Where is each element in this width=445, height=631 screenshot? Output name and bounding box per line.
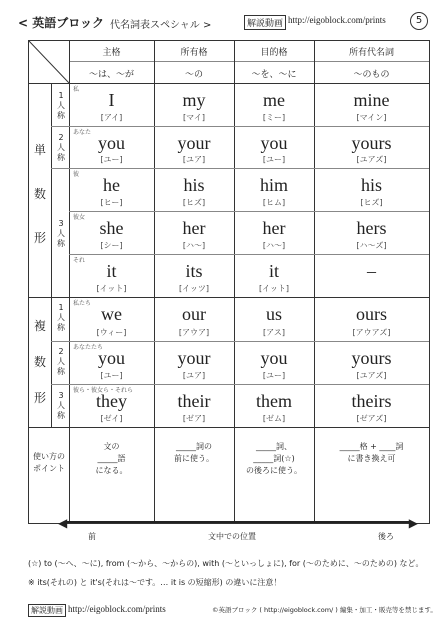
row-meaning: あなた: [73, 129, 92, 136]
position-arrow: [58, 517, 418, 547]
pronoun-word: your: [177, 133, 211, 153]
row-meaning: 私: [73, 86, 80, 93]
row-divider: [51, 168, 429, 169]
page-header: [18, 12, 428, 32]
pronoun-reading: [ユー]: [262, 371, 286, 380]
column-header: 所有格: [180, 48, 208, 58]
pronoun-reading: [ユアズ]: [356, 155, 387, 164]
footer-video-tag[interactable]: 解説動画: [28, 604, 66, 617]
usage-cell: 文の _____語 になる。: [95, 442, 128, 475]
person-3-plural-label: 3: [58, 391, 64, 400]
singular-label: 数: [33, 187, 46, 201]
pronoun-reading: [アス]: [263, 328, 285, 337]
plural-label: 数: [33, 355, 46, 369]
video-tag[interactable]: 解説動画: [244, 15, 286, 30]
person-1-plural-label: 人: [57, 313, 65, 322]
footer-url[interactable]: http://eigoblock.com/prints: [68, 604, 166, 614]
pronoun-word: his: [360, 175, 382, 195]
header-divider: [69, 61, 429, 62]
brand-title: < 英語ブロック: [18, 16, 104, 30]
footnote-2: ※ its(それの) と it's(それは〜です。… it is の短縮形) の違いに注意！: [28, 578, 282, 587]
arrow-right-icon: ▶: [408, 516, 418, 530]
sheet-title: 代名詞表スペシャル >: [110, 20, 212, 31]
usage-top-line: [29, 427, 429, 428]
row-meaning: それ: [73, 257, 86, 264]
pronoun-reading: [ユー]: [100, 371, 123, 380]
pronoun-word: hers: [356, 218, 387, 238]
pronoun-reading: [ユアズ]: [356, 371, 387, 380]
pronoun-reading: [ハ〜]: [182, 241, 206, 250]
person-divider: [51, 83, 52, 427]
person-1-plural-label: 1: [58, 303, 64, 312]
row-divider: [51, 341, 429, 342]
pronoun-word: their: [177, 391, 211, 411]
pronoun-reading: [ヒズ]: [360, 198, 383, 207]
pronoun-word: its: [185, 261, 203, 281]
footer-copyright: ©英語ブロック ( http://eigoblock.com/ ) 編集・加工・販売等を禁じます。: [212, 606, 437, 614]
person-3-plural-label: 称: [57, 411, 65, 420]
person-1-label: 1: [58, 91, 64, 100]
pronoun-word: we: [101, 304, 122, 324]
pronoun-word: you: [98, 133, 125, 153]
pronoun-word: our: [182, 304, 206, 324]
pronoun-reading: [シー]: [100, 241, 123, 250]
person-2-plural-label: 称: [57, 367, 65, 376]
pronoun-reading: [ヒズ]: [182, 198, 206, 207]
column-subheader: 〜を、〜に: [251, 70, 297, 80]
pronoun-word: his: [183, 175, 205, 195]
person-1-plural-label: 称: [57, 323, 65, 332]
pronoun-word: me: [263, 90, 285, 110]
pronoun-word: you: [260, 348, 288, 368]
singular-label: 形: [33, 231, 46, 245]
pronoun-word: it: [268, 261, 279, 281]
plural-label: 形: [33, 391, 46, 405]
person-3-label: 称: [57, 239, 65, 248]
row-divider: [69, 254, 429, 255]
arrow-line: [66, 521, 410, 523]
pronoun-reading: [イット]: [96, 284, 127, 293]
usage-cell: _____詞の 前に使う。: [174, 442, 214, 463]
pronoun-word: yours: [351, 348, 392, 368]
pronoun-reading: [ゼム]: [262, 414, 286, 423]
singular-label: 単: [33, 143, 46, 157]
pronoun-reading: [ヒム]: [262, 198, 286, 207]
person-2-label: 2: [58, 133, 64, 142]
person-1-label: 称: [57, 111, 65, 120]
pronoun-word: us: [265, 304, 282, 324]
pronoun-word: your: [177, 348, 211, 368]
pronoun-reading: [ゼア]: [182, 414, 206, 423]
pronoun-word: her: [262, 218, 286, 238]
header-bottom-line: [29, 83, 429, 84]
pronoun-word: you: [260, 133, 288, 153]
pronoun-reading: [マイ]: [182, 113, 206, 122]
row-meaning: 彼ら・彼女ら・それら: [73, 387, 134, 394]
usage-label: 使い方の ポイント: [33, 452, 65, 473]
arrow-right-label: 後ろ: [378, 532, 394, 541]
pronoun-reading: [アウアズ]: [352, 328, 391, 337]
pronoun-word: them: [256, 391, 292, 411]
person-3-label: 人: [57, 229, 65, 238]
row-divider: [51, 126, 429, 127]
pronoun-table: [28, 40, 430, 524]
footnote-1: (☆) to (〜へ、〜に), from (〜から、〜からの), with (〜といっしょに), for (〜のために、〜のための) など。: [28, 559, 424, 568]
row-meaning: 彼: [73, 171, 80, 178]
row-meaning: 私たち: [73, 300, 92, 307]
pronoun-reading: [ヒー]: [100, 198, 123, 207]
pronoun-reading: [マイン]: [356, 113, 387, 122]
pronoun-reading: [ゼイ]: [100, 414, 123, 423]
person-1-label: 人: [57, 101, 65, 110]
arrow-left-label: 前: [88, 532, 96, 541]
person-3-label: 3: [58, 219, 64, 228]
pronoun-reading: [ウィー]: [96, 328, 127, 337]
arrow-left-icon: ◀: [58, 516, 68, 530]
row-divider: [69, 211, 429, 212]
corner-diagonal: [29, 41, 69, 83]
pronoun-word: you: [98, 348, 125, 368]
header-url[interactable]: http://eigoblock.com/prints: [288, 15, 386, 25]
plural-label: 複: [33, 319, 46, 333]
pronoun-word: it: [106, 261, 117, 281]
column-header: 主格: [102, 48, 121, 58]
pronoun-word: they: [96, 391, 127, 411]
pronoun-reading: [ユー]: [262, 155, 286, 164]
pronoun-word: him: [259, 175, 288, 195]
pronoun-reading: [アイ]: [100, 113, 123, 122]
pronoun-reading: [アウア]: [178, 328, 210, 337]
pronoun-word: yours: [351, 133, 392, 153]
pronoun-word: my: [182, 90, 206, 110]
usage-cell: _____格 + ____詞 に書き換え可: [339, 442, 404, 463]
column-subheader: 〜の: [184, 70, 203, 80]
pronoun-word: I: [108, 90, 115, 110]
arrow-center-label: 文中での位置: [208, 532, 256, 541]
usage-cell: _____詞、 _____詞(☆) の後ろに使う。: [246, 442, 302, 475]
pronoun-reading: [ユア]: [182, 155, 206, 164]
pronoun-reading: [ハ〜ズ]: [356, 241, 387, 250]
column-header: 目的格: [260, 48, 288, 58]
person-2-label: 人: [57, 143, 65, 152]
pronoun-reading: [ユー]: [100, 155, 123, 164]
pronoun-word: theirs: [351, 391, 392, 411]
pronoun-word: she: [99, 218, 124, 238]
page-number: 5: [410, 12, 428, 30]
pronoun-reading: [イッツ]: [178, 284, 210, 293]
pronoun-word: –: [367, 261, 376, 281]
column-subheader: 〜のもの: [353, 70, 390, 80]
pronoun-word: he: [103, 175, 120, 195]
pronoun-reading: [ゼアズ]: [356, 414, 387, 423]
row-meaning: あなたたち: [73, 344, 104, 351]
person-3-plural-label: 人: [57, 401, 65, 410]
pronoun-reading: [ユア]: [182, 371, 206, 380]
column-header: 所有代名詞: [348, 48, 394, 58]
person-2-plural-label: 人: [57, 357, 65, 366]
pronoun-word: ours: [356, 304, 387, 324]
pronoun-reading: [ミー]: [262, 113, 286, 122]
pronoun-word: her: [182, 218, 206, 238]
person-2-plural-label: 2: [58, 347, 64, 356]
person-2-label: 称: [57, 153, 65, 162]
pronoun-word: mine: [353, 90, 390, 110]
row-meaning: 彼女: [73, 214, 86, 221]
column-subheader: 〜は、〜が: [88, 70, 134, 80]
pronoun-reading: [イット]: [258, 284, 290, 293]
pronoun-reading: [ハ〜]: [262, 241, 286, 250]
